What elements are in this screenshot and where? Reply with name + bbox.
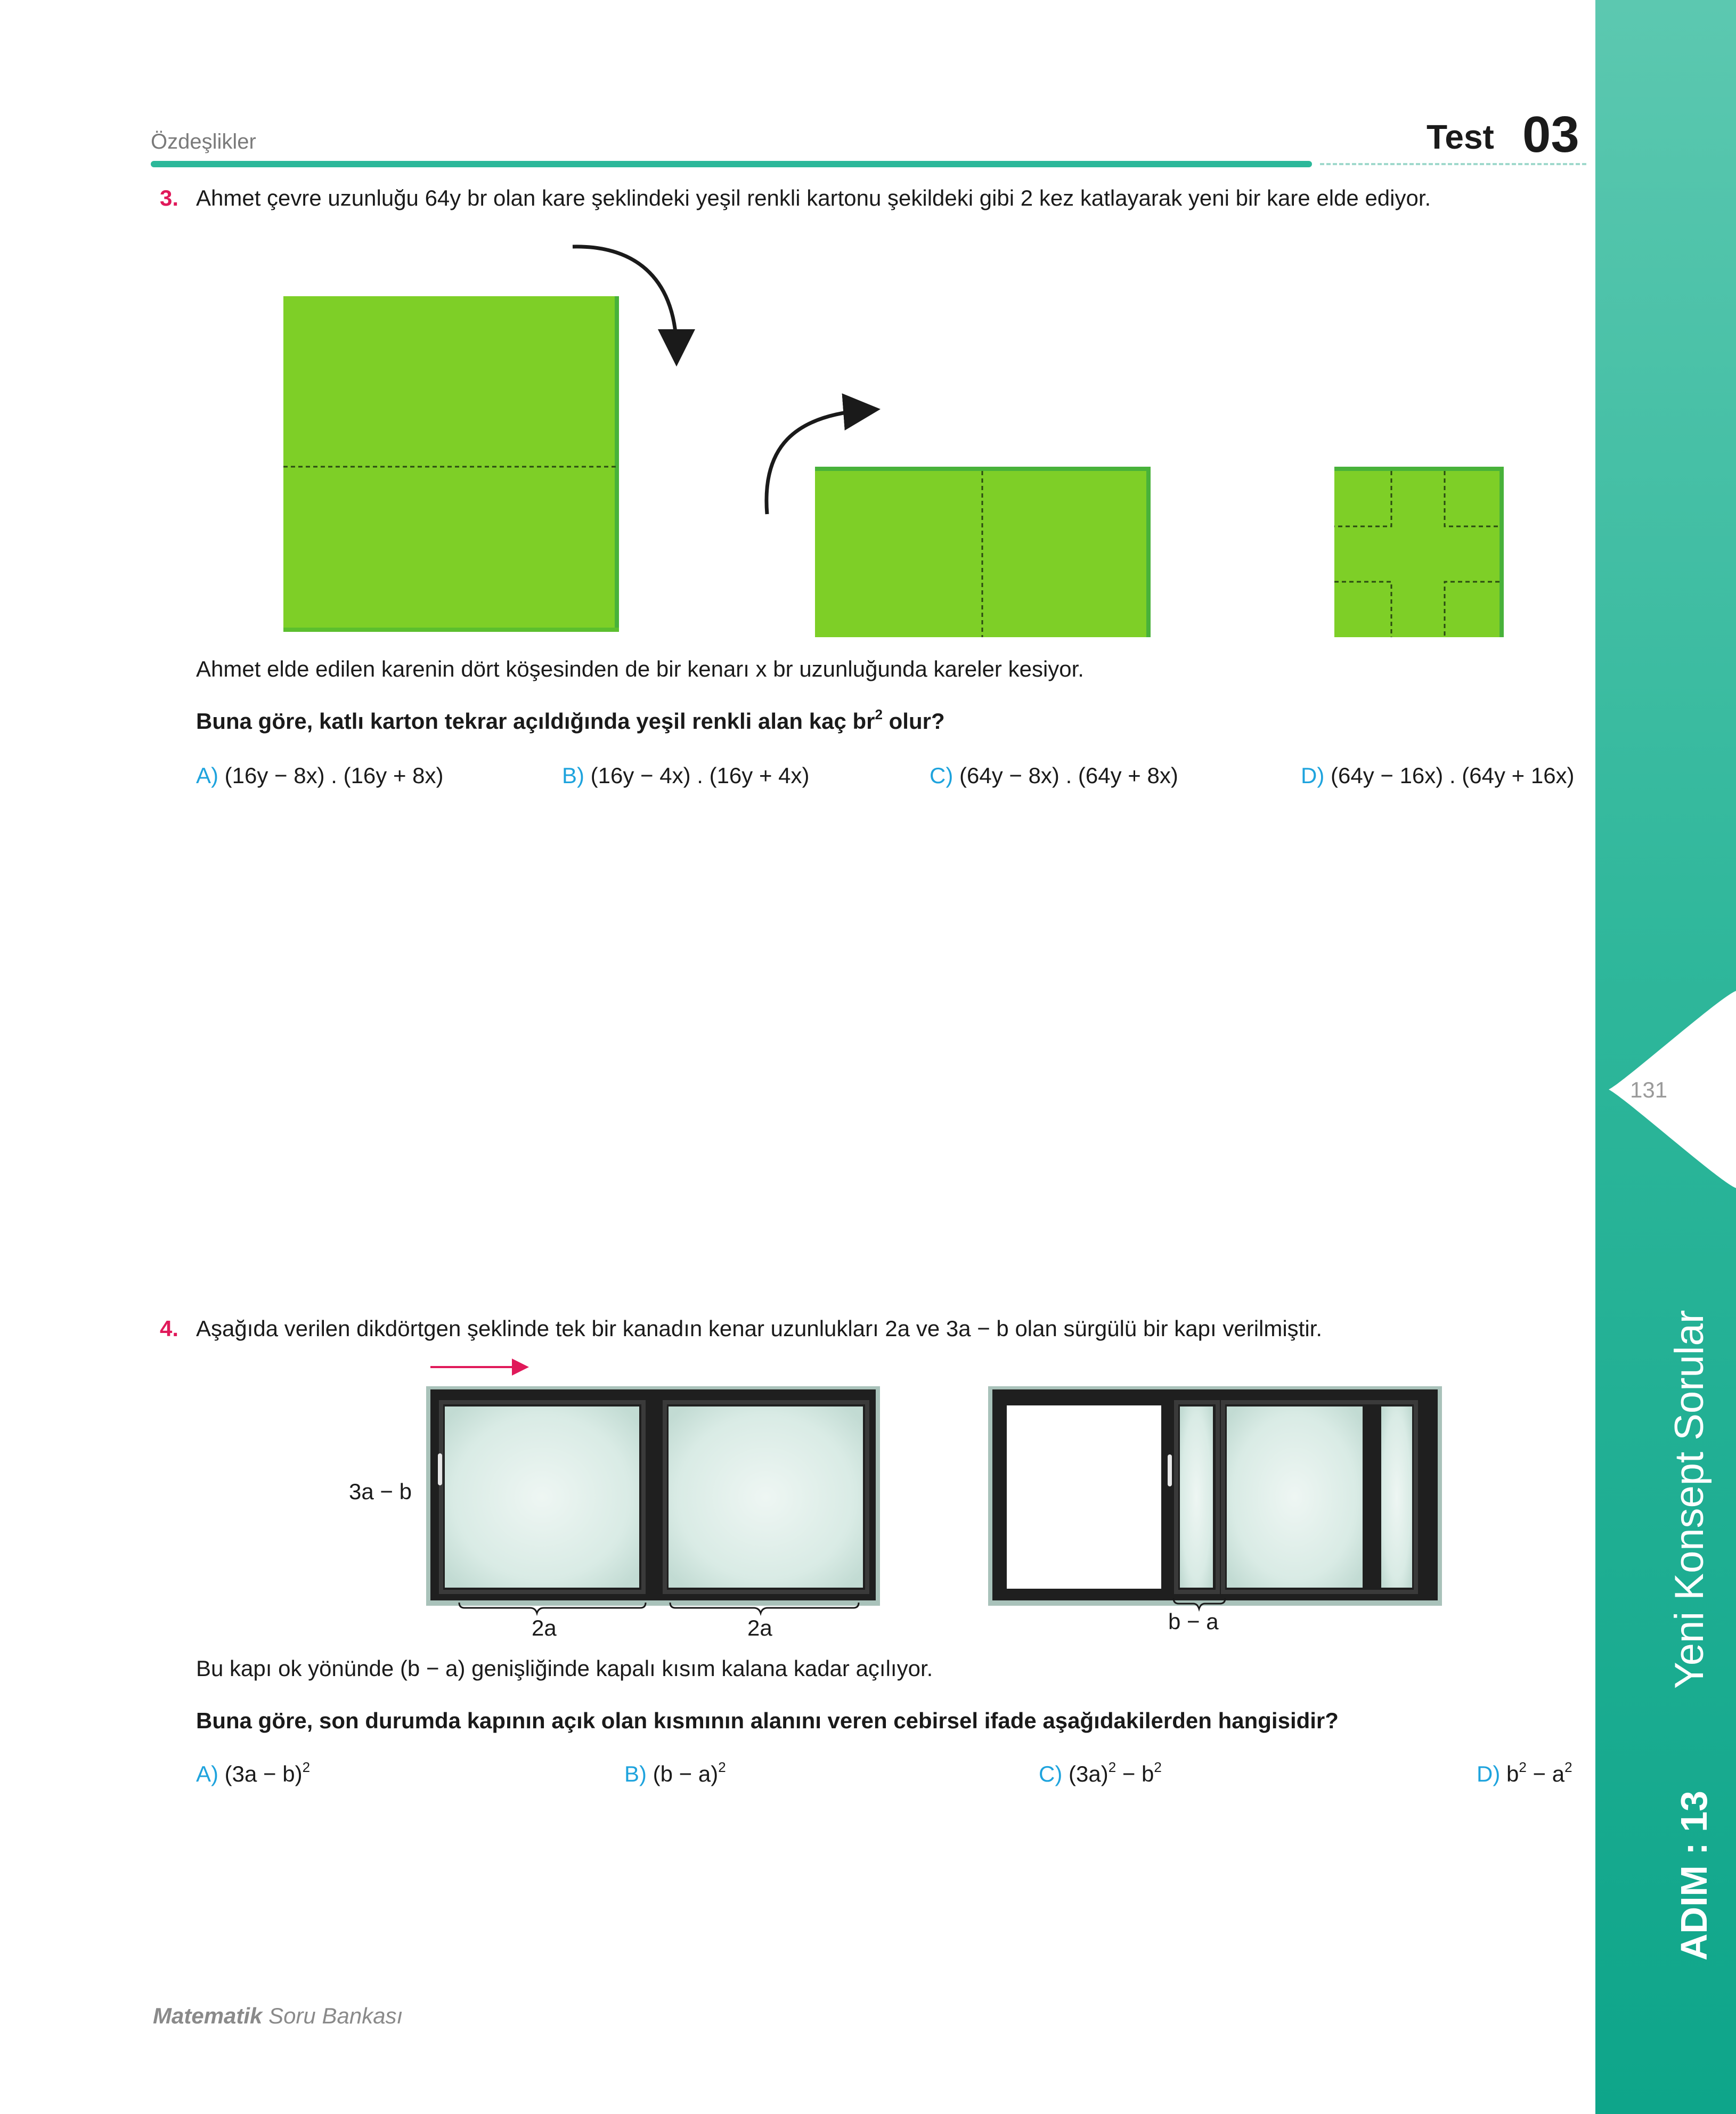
- question-4-prompt: Buna göre, son durumda kapının açık olan kısmının alanını veren cebirsel ifade aşağıdakilerden hangisidir?: [196, 1708, 1339, 1733]
- door-gap-label: b − a: [1168, 1609, 1219, 1634]
- section-title: Özdeşlikler: [151, 130, 256, 153]
- question-3-text: Ahmet çevre uzunluğu 64y br olan kare şeklindeki yeşil renkli kartonu şekildeki gibi 2 kez katlayarak yeni bir kare elde ediyor.: [196, 185, 1431, 210]
- q3-option-c[interactable]: C) (64y − 8x) . (64y + 8x): [930, 763, 1178, 788]
- q4-option-b[interactable]: B) $(b - a)^2$: [624, 1759, 726, 1786]
- page-number-tab: [1603, 991, 1736, 1188]
- green-square-quarter: [1334, 467, 1504, 637]
- sidebar-subtitle: Yeni Konsept Sorular: [1667, 1310, 1712, 1689]
- q3-option-d[interactable]: D) (64y − 16x) . (64y + 16x): [1301, 763, 1575, 788]
- sliding-door-figure: [421, 1353, 1465, 1641]
- door-width-label-1: 2a: [532, 1615, 557, 1640]
- question-3-number: 3.: [160, 185, 179, 210]
- question-4-number: 4.: [160, 1316, 179, 1341]
- folding-figure: [266, 234, 1545, 650]
- door-opened: [988, 1386, 1442, 1606]
- door-closed: [426, 1386, 880, 1606]
- q4-option-c[interactable]: C) $(3a)^2 - b^2$: [1039, 1759, 1162, 1786]
- green-rectangle-half: [815, 467, 1151, 637]
- header-rule: [151, 161, 1312, 167]
- question-4-open-text: Bu kapı ok yönünde (b − a) genişliğinde kapalı kısım kalana kadar açılıyor.: [196, 1656, 933, 1681]
- page-number: 131: [1630, 1077, 1668, 1102]
- q3-option-b[interactable]: B) (16y − 4x) . (16y + 4x): [562, 763, 810, 788]
- test-number: 03: [1522, 106, 1579, 163]
- q4-option-d[interactable]: D) $b^2 - a^2$: [1477, 1759, 1572, 1786]
- green-square-full: [283, 296, 619, 632]
- door-width-label-2: 2a: [747, 1615, 772, 1640]
- header-rule-dashed: [1320, 163, 1586, 165]
- q4-option-a[interactable]: A) $(3a - b)^2$: [196, 1759, 311, 1786]
- door-height-label: 3a − b: [349, 1479, 412, 1504]
- q3-option-a[interactable]: A) (16y − 8x) . (16y + 8x): [196, 763, 444, 788]
- footer-brand: Matematik Soru Bankası: [153, 2003, 403, 2028]
- question-3-cut-text: Ahmet elde edilen karenin dört köşesinden de bir kenarı x br uzunluğunda kareler kesiyor.: [196, 656, 1084, 681]
- sidebar-step: ADIM : 13: [1673, 1791, 1715, 1961]
- test-label: Test: [1427, 118, 1494, 156]
- question-4-text: Aşağıda verilen dikdörtgen şeklinde tek bir kanadın kenar uzunlukları 2a ve 3a − b olan sürgülü bir kapı verilmiştir.: [196, 1316, 1323, 1341]
- question-3-prompt: Buna göre, katlı karton tekrar açıldığında yeşil renkli alan kaç $br^2$ olur?: [196, 706, 945, 734]
